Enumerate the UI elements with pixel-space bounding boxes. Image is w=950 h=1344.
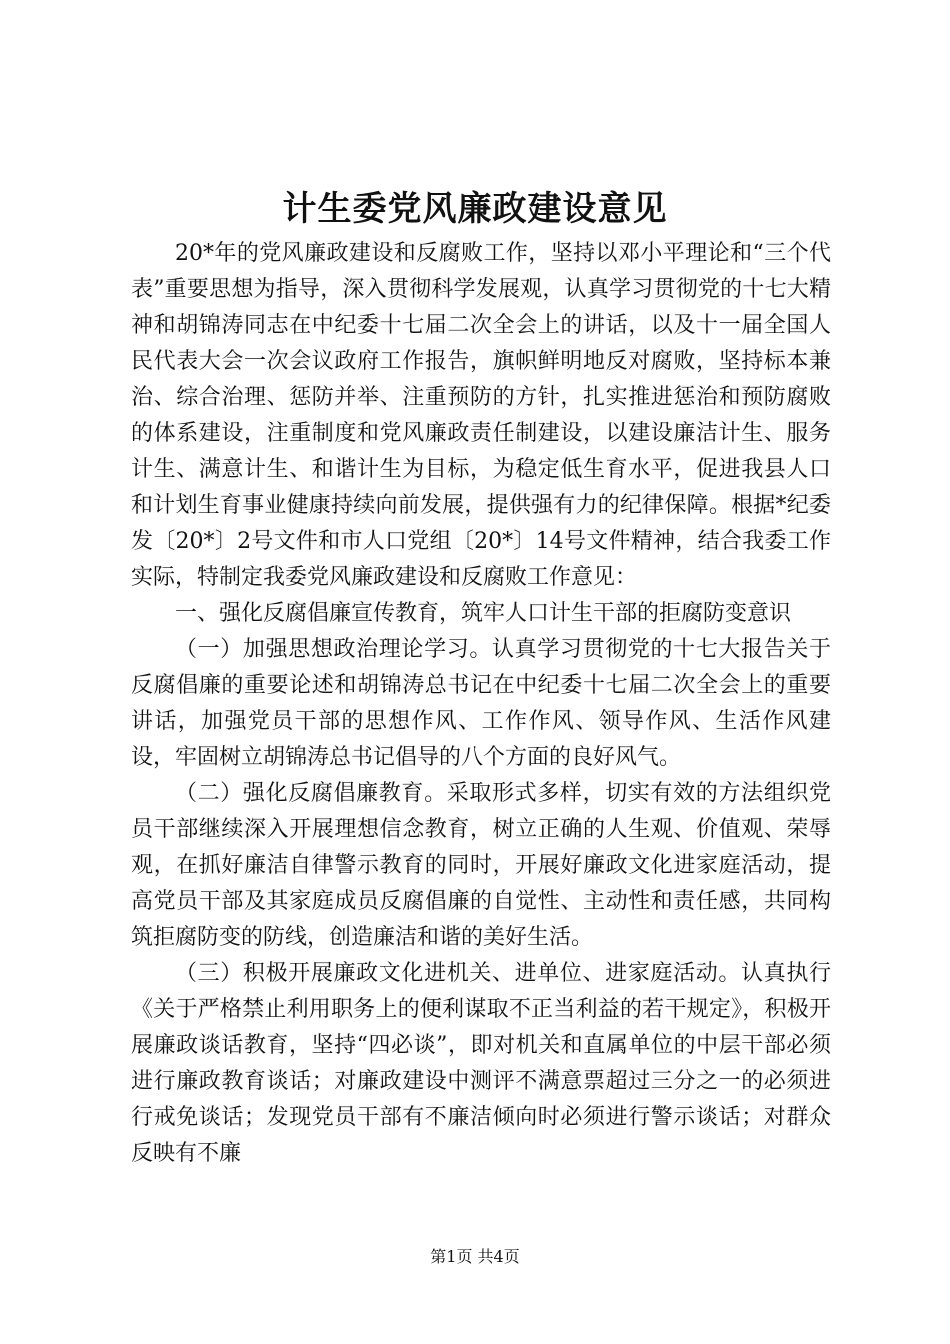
paragraph-item-1: （一）加强思想政治理论学习。认真学习贯彻党的十七大报告关于反腐倡廉的重要论述和胡锦涛总书记在中纪委十七届二次全会上的重要讲话，加强党员干部的思想作风、工作作风、领导作风、生活作风建设，牢固树立胡锦涛总书记倡导的八个方面的良好风气。 (131, 637, 831, 770)
document-body (131, 236, 831, 1172)
paragraph-item-2: （二）强化反腐倡廉教育。采取形式多样，切实有效的方法组织党员干部继续深入开展理想信念教育，树立正确的人生观、价值观、荣辱观，在抓好廉洁自律警示教育的同时，开展好廉政文化进家庭活动，提高党员干部及其家庭成员反腐倡廉的自觉性、主动性和责任感，共同构筑拒腐防变的防线，创造廉洁和谐的美好生活。 (131, 781, 831, 950)
page-number-footer: 第1页 共4页 (430, 1247, 520, 1266)
paragraph-intro: 20*年的党风廉政建设和反腐败工作，坚持以邓小平理论和“三个代表”重要思想为指导，深入贯彻科学发展观，认真学习贯彻党的十七大精神和胡锦涛同志在中纪委十七届二次全会上的讲话，以及十一届全国人民代表大会一次会议政府工作报告，旗帜鲜明地反对腐败，坚持标本兼治、综合治理、惩防并举、注重预防的方针，扎实推进惩治和预防腐败的体系建设，注重制度和党风廉政责任制建设，以建设廉洁计生、服务计生、满意计生、和谐计生为目标，为稳定低生育水平，促进我县人口和计划生育事业健康持续向前发展，提供强有力的纪律保障。根据*纪委发〔20*〕2号文件和市人口党组〔20*〕14号文件精神，结合我委工作实际，特制定我委党风廉政建设和反腐败工作意见： (131, 241, 831, 590)
paragraph-section-heading: 一、强化反腐倡廉宣传教育，筑牢人口计生干部的拒腐防变意识 (175, 601, 792, 626)
paragraph-item-3: （三）积极开展廉政文化进机关、进单位、进家庭活动。认真执行《关于严格禁止利用职务上的便利谋取不正当利益的若干规定》，积极开展廉政谈话教育，坚持“四必谈”，即对机关和直属单位的中层干部必须进行廉政教育谈话；对廉政建设中测评不满意票超过三分之一的必须进行戒免谈话；发现党员干部有不廉洁倾向时必须进行警示谈话；对群众反映有不廉 (131, 961, 831, 1166)
document-title: 计生委党风廉政建设意见 (282, 189, 668, 229)
